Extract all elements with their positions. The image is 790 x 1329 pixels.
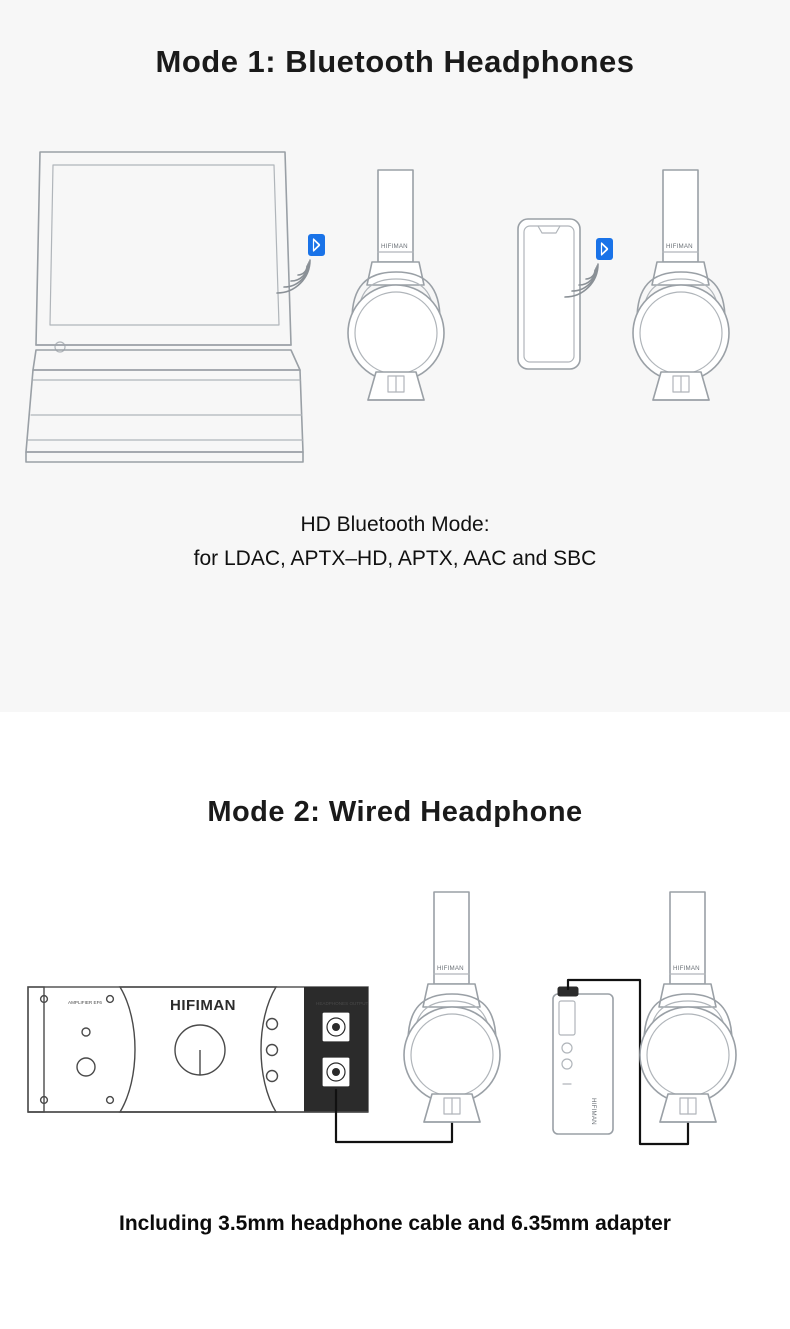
desktop-amplifier [28,987,369,1112]
mode-1-title: Mode 1: Bluetooth Headphones [155,44,635,79]
screw [107,1097,114,1104]
bluetooth-icon [308,234,325,256]
headphone-brand-label-left: HIFIMAN [437,965,464,972]
headphones-left [404,892,500,1122]
bluetooth-signal-left [277,234,325,293]
selector-button-3[interactable] [267,1071,278,1082]
mode-2-caption: Including 3.5mm headphone cable and 6.35mm adapter [119,1212,671,1235]
headphones-right [633,170,729,400]
mode-1-caption [0,508,790,576]
mode-1-caption-line-1: HD Bluetooth Mode: [300,513,490,536]
mode-2-section [0,712,790,1329]
portable-dac [553,987,613,1134]
laptop-device [26,152,303,462]
indicator-led [82,1028,90,1036]
dac-brand-label: HIFIMAN [590,1098,597,1125]
mode-1-caption-line-2: for LDAC, APTX–HD, APTX, AAC and SBC [193,547,597,570]
mode-2-illustration [0,712,790,1329]
signal-waves-left [277,260,310,293]
mode-2-title: Mode 2: Wired Headphone [207,796,583,828]
headphones-left [348,170,444,400]
headphone-brand-label-right: HIFIMAN [673,965,700,972]
headphone-brand-label-left: HIFIMAN [381,243,408,250]
smartphone-device [518,219,580,369]
headphones-output-label: HEADPHONES OUTPUT [316,1001,369,1006]
selector-button-2[interactable] [267,1045,278,1056]
amplifier-model-label: AMPLIFIER EF6 [68,1000,102,1005]
selector-button-1[interactable] [267,1019,278,1030]
headphone-brand-label-right: HIFIMAN [666,243,693,250]
bluetooth-icon [596,238,613,260]
headphones-right [640,892,736,1122]
power-button[interactable] [77,1058,95,1076]
amplifier-brand-label: HIFIMAN [170,997,236,1014]
screw [107,996,114,1003]
